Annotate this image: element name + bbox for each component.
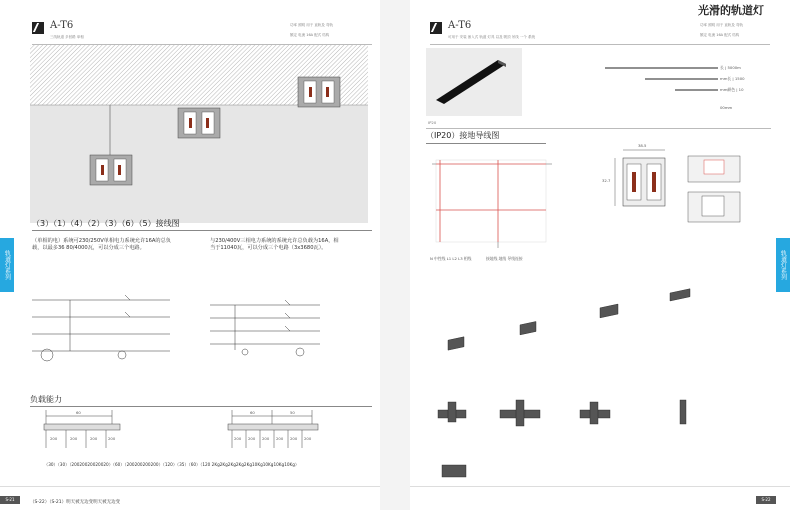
- load-value: 200: [290, 436, 298, 441]
- product-photo: [426, 48, 522, 116]
- load-capacity-title: 负载能力: [30, 395, 62, 404]
- header-note: 功率 照明 用于 直轨及 弯轨: [700, 23, 743, 27]
- grounding-diagram-title: （IP20）接地导线图: [426, 131, 500, 140]
- page-number: S-22: [756, 496, 776, 504]
- dimension-height: 32.7: [602, 178, 611, 183]
- header-note: 额定 电流 16A 配式 结构: [700, 33, 740, 37]
- side-tab: 轨道灯系列: [0, 238, 14, 292]
- straight-connector: [448, 337, 464, 350]
- divider: [426, 143, 546, 144]
- t-joint-branch: [590, 402, 598, 424]
- header-note: 功率 照明 用于 直轨及 弯轨: [290, 23, 333, 27]
- track-profile-recessed: [178, 108, 220, 138]
- live-end-feed: [600, 304, 618, 318]
- load-caption: （30）（30）（20020020020020）（60）（200200200200）（120）（35）（60）（120 2Kg2Kg2Kg2Kg2Kg10Kg10Kg10Kg10Kg）: [44, 462, 300, 467]
- page-number: S-21: [0, 496, 20, 504]
- spec-value: 00mm: [720, 105, 733, 110]
- model-name: A-T6: [448, 20, 472, 31]
- load-value: 200: [262, 436, 270, 441]
- load-value: 200: [276, 436, 284, 441]
- footer-text: （S-22）（S-21）明天被无边变明天被无边变: [30, 500, 121, 505]
- spec-value: mm颜色 | 10: [720, 87, 744, 92]
- load-span-label: 60: [76, 410, 81, 415]
- spec-value: 长 | 5000m: [720, 65, 741, 70]
- dimension-width: 38.5: [638, 143, 647, 148]
- wiring-diagram-title: （3）（1）（4）（2）（3）（6）（5）接线图: [32, 219, 180, 228]
- single-phase-description: （单相的电）系统可230/250V单相电力系统允许16A的总负载，以最多36 80/4000瓦，可以分成三个电路。: [32, 238, 171, 251]
- right-page: [410, 0, 790, 510]
- end-cap: [520, 321, 536, 334]
- divider: [426, 128, 771, 129]
- brand-logo: [430, 22, 442, 34]
- track-profile-suspended: [90, 155, 132, 185]
- single-phase-circuit: [32, 295, 170, 361]
- model-subtitle: 三线轨道 多回路 单相: [50, 35, 84, 39]
- divider: [430, 44, 770, 45]
- load-value: 200: [234, 436, 242, 441]
- spec-value: mm长 | 1500: [720, 76, 745, 81]
- track-profile-ceiling: [298, 77, 340, 107]
- x-connector-branch: [516, 400, 524, 426]
- left-page: [0, 0, 380, 510]
- header-note: 额定 电流 16A 配式 结构: [290, 33, 330, 37]
- t-connector-branch: [448, 402, 456, 422]
- side-tab: 轨道灯系列: [776, 238, 790, 292]
- catalog-title: 光滑的轨道灯: [698, 4, 764, 17]
- three-phase-description: 与230/400V三相电力系统的系统允许总负载为16A，相当于11040瓦，可以分成三个电路（3x3680瓦）。: [210, 238, 339, 251]
- suspension-kit: [680, 400, 686, 424]
- three-phase-circuit: [210, 300, 320, 356]
- mounting-clip: [670, 289, 690, 301]
- load-span-label: 60: [250, 410, 255, 415]
- load-value: 200: [50, 436, 58, 441]
- footer-rule: [0, 486, 380, 487]
- accessories-grid: [430, 330, 730, 480]
- legend-text: N 中性线 L1 L2 L3 相线: [430, 256, 472, 261]
- load-value: 200: [90, 436, 98, 441]
- grounding-diagram: [424, 148, 564, 258]
- load-value: 200: [248, 436, 256, 441]
- installation-drawings: [682, 150, 752, 230]
- wiring-schematics: [0, 290, 380, 370]
- footer-rule: [410, 486, 790, 487]
- load-value: 200: [108, 436, 116, 441]
- load-span-label: 50: [290, 410, 295, 415]
- model-subtitle: 可用于 安装 嵌入式 轨道 灯具 以及 吸顶 吊线 一个 系统: [448, 35, 536, 39]
- ip-rating-label: IP20: [428, 120, 437, 125]
- ceiling-illustration: [0, 45, 380, 225]
- divider: [32, 230, 372, 231]
- flexible-connector: [442, 465, 466, 477]
- load-value: 200: [304, 436, 312, 441]
- legend-text: 接地线 地线 导线连接: [486, 256, 523, 261]
- model-name: A-T6: [50, 20, 74, 31]
- cross-section-drawing: [605, 140, 685, 220]
- load-value: 200: [70, 436, 78, 441]
- brand-logo: [32, 22, 44, 34]
